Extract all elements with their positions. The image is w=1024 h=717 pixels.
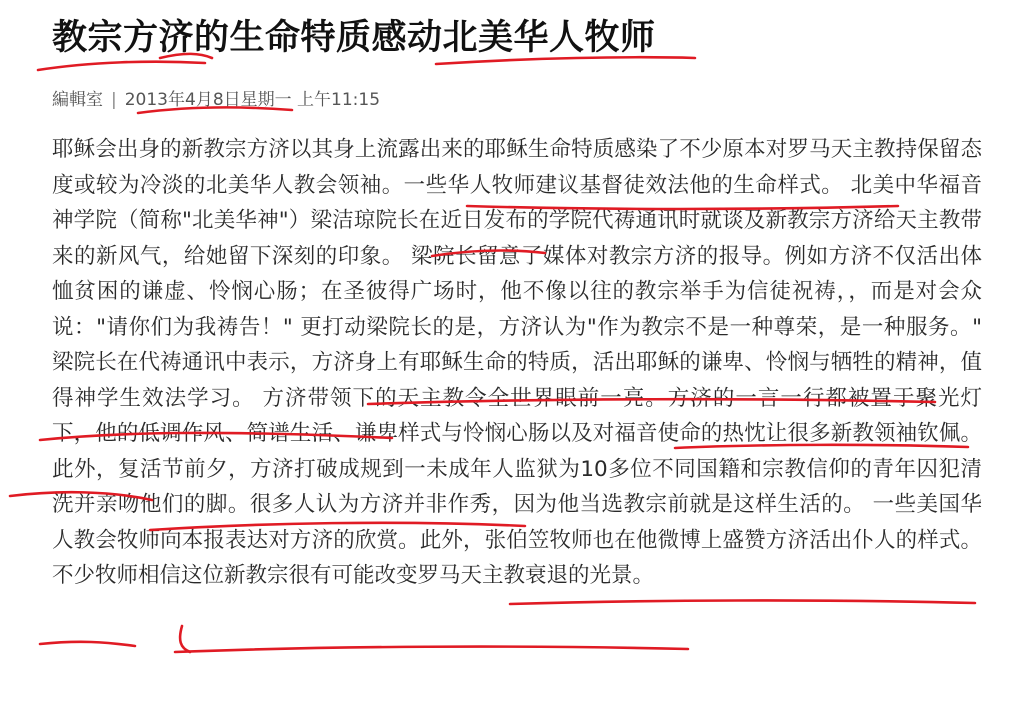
byline-separator: | (111, 90, 117, 110)
underline-line14 (175, 647, 688, 652)
author-name: 編輯室 (52, 90, 103, 110)
byline (52, 88, 982, 112)
publish-date: 2013年4月8日星期一 上午11:15 (124, 90, 381, 110)
underline-line14-arc (180, 626, 190, 652)
article-body: 耶稣会出身的新教宗方济以其身上流露出来的耶稣生命特质感染了不少原本对罗马天主教持保留态度或较为冷淡的北美华人教会领袖。一些华人牧师建议基督徒效法他的生命样式。 北美中华福音神学院（简称"北美华神"）梁洁琼院长在近日发布的学院代祷通讯时就谈及新教宗方济给天主教带来的新风气，给她留下深刻的印象。 梁院长留意了媒体对教宗方济的报导。例如方济不仅活出体恤贫困的谦虚、怜悯心肠；在圣彼得广场时，他不像以往的教宗举手为信徒祝祷，，而是对会众说："请你们为我祷告！" 更打动梁院长的是，方济认为"作为教宗不是一种尊荣，是一种服务。" 梁院长在代祷通讯中表示，方济身上有耶稣生命的特质，活出耶稣的谦卑、怜悯与牺牲的精神，值得神学生效法学习。 方济带领下的天主教令全世界眼前一亮。方济的一言一行都被置于聚光灯下，他的低调作风、简谱生活、谦卑样式与怜悯心肠以及对福音使命的热忱让很多新教领袖钦佩。 此外，复活节前夕，方济打破成规到一未成年人监狱为10多位不同国籍和宗教信仰的青年囚犯清洗并亲吻他们的脚。很多人认为方济并非作秀，因为他当选教宗前就是这样生活的。 一些美国华人教会牧师向本报表达对方济的欣赏。此外，张伯笠牧师也在他微博上盛赞方济活出仆人的样式。不少牧师相信这位新教宗很有可能改变罗马天主教衰退的光景。 (52, 137, 982, 588)
article-title: 教宗方济的生命特质感动北美华人牧师 (52, 18, 656, 58)
underline-line14-left (40, 642, 135, 646)
underline-line13 (510, 600, 975, 604)
article (52, 8, 982, 594)
